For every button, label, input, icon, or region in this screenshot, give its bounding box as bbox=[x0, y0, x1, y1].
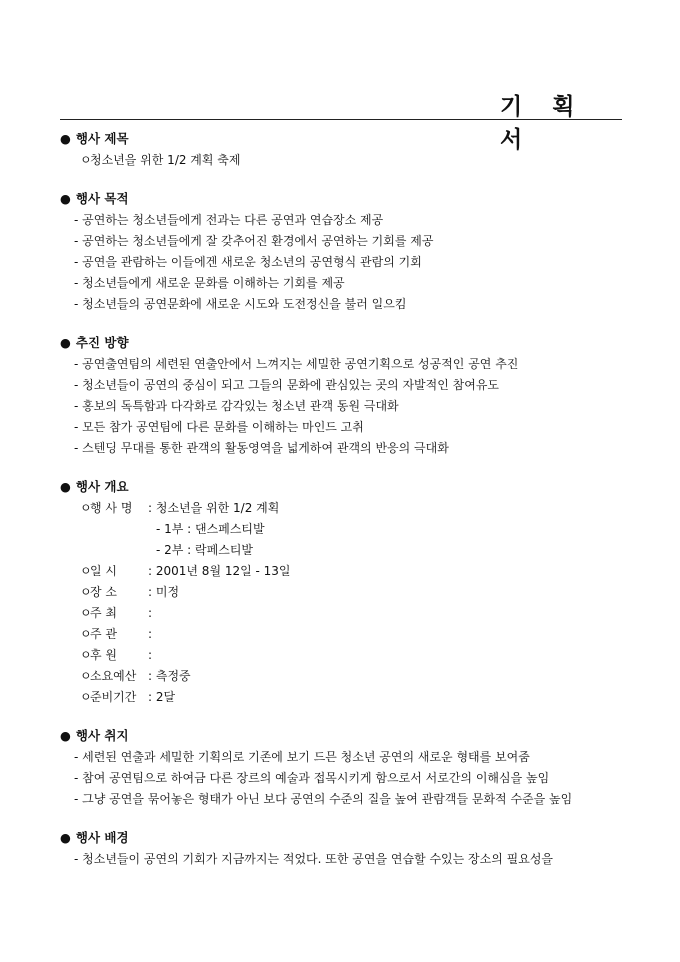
section-heading: ● 행사 개요 bbox=[60, 476, 622, 498]
bullet-icon: ● bbox=[60, 191, 71, 206]
title-divider bbox=[60, 119, 622, 120]
circle-bullet-icon: ㅇ bbox=[80, 690, 92, 704]
section-heading: ● 행사 취지 bbox=[60, 725, 622, 747]
list-item: - 공연출연팀의 세련된 연출안에서 느껴지는 세밀한 공연기획으로 성공적인 공연 추진 bbox=[74, 357, 519, 371]
list-item: ㅇ청소년을 위한 1/2 계획 축제 bbox=[60, 150, 622, 171]
bullet-icon: ● bbox=[60, 728, 71, 743]
list-item: - 스텐딩 무대를 통한 관객의 활동영역을 넓게하여 관객의 반응의 극대화 bbox=[74, 441, 449, 455]
overview-row: ㅇ주 관 : bbox=[60, 624, 622, 645]
overview-row: ㅇ장 소 : 미정 bbox=[60, 582, 622, 603]
section-heading: ● 추진 방향 bbox=[60, 332, 622, 354]
overview-row: ㅇ후 원 : bbox=[60, 645, 622, 666]
section-overview bbox=[60, 476, 622, 708]
circle-bullet-icon: ㅇ bbox=[80, 648, 92, 662]
circle-bullet-icon: ㅇ bbox=[80, 153, 92, 167]
circle-bullet-icon: ㅇ bbox=[80, 501, 92, 515]
list-item: - 공연을 관람하는 이들에겐 새로운 청소년의 공연형식 관람의 기회 bbox=[74, 255, 422, 269]
section-background bbox=[60, 827, 622, 870]
overview-row: ㅇ소요예산 : 측정중 bbox=[60, 666, 622, 687]
list-item: - 공연하는 청소년들에게 전과는 다른 공연과 연습장소 제공 bbox=[74, 213, 384, 227]
list-item: - 청소년들이 공연의 기회가 지금까지는 적었다. 또한 공연을 연습할 수있는 장소의 필요성을 bbox=[74, 852, 554, 866]
bullet-icon: ● bbox=[60, 479, 71, 494]
overview-row: ㅇ행 사 명 : 청소년을 위한 1/2 계획 bbox=[60, 498, 622, 519]
overview-row: ㅇ준비기간 : 2달 bbox=[60, 687, 622, 708]
list-item: - 모든 참가 공연팀에 다른 문화를 이해하는 마인드 고취 bbox=[74, 420, 364, 434]
list-item: - 청소년들에게 새로운 문화를 이해하는 기회를 제공 bbox=[74, 276, 345, 290]
list-item: - 청소년들이 공연의 중심이 되고 그들의 문화에 관심있는 곳의 자발적인 참여유도 bbox=[74, 378, 500, 392]
circle-bullet-icon: ㅇ bbox=[80, 585, 92, 599]
bullet-icon: ● bbox=[60, 830, 71, 845]
section-heading: ● 행사 배경 bbox=[60, 827, 622, 849]
circle-bullet-icon: ㅇ bbox=[80, 669, 92, 683]
section-event-purpose bbox=[60, 188, 622, 315]
overview-row: ㅇ주 최 : bbox=[60, 603, 622, 624]
bullet-icon: ● bbox=[60, 131, 71, 146]
bullet-icon: ● bbox=[60, 335, 71, 350]
list-item: - 그냥 공연을 묶어놓은 형태가 아닌 보다 공연의 수준의 질을 높여 관람객들 문화적 수준을 높임 bbox=[74, 792, 573, 806]
list-item: - 청소년들의 공연문화에 새로운 시도와 도전정신을 불러 일으킴 bbox=[74, 297, 407, 311]
section-direction bbox=[60, 332, 622, 459]
overview-row: ㅇ일 시 : 2001년 8월 12일 - 13일 bbox=[60, 561, 622, 582]
circle-bullet-icon: ㅇ bbox=[80, 606, 92, 620]
document-body bbox=[60, 128, 622, 870]
section-intent bbox=[60, 725, 622, 810]
list-item: - 참여 공연팀으로 하여금 다른 장르의 예술과 접목시키게 함으로서 서로간의 이해심을 높임 bbox=[74, 771, 550, 785]
list-item: - 홍보의 독특함과 다각화로 감각있는 청소년 관객 동원 극대화 bbox=[74, 399, 399, 413]
overview-subrow: - 1부 : 댄스페스티발 bbox=[156, 522, 265, 536]
circle-bullet-icon: ㅇ bbox=[80, 627, 92, 641]
section-heading: ● 행사 제목 bbox=[60, 128, 622, 150]
list-item: - 세련된 연출과 세밀한 기획의로 기존에 보기 드믄 청소년 공연의 새로운 형태를 보여줌 bbox=[74, 750, 530, 764]
overview-subrow: - 2부 : 락페스티발 bbox=[156, 543, 254, 557]
list-item: - 공연하는 청소년들에게 잘 갖추어진 환경에서 공연하는 기회를 제공 bbox=[74, 234, 434, 248]
document-title: 기 획 서 bbox=[500, 93, 586, 153]
section-heading: ● 행사 목적 bbox=[60, 188, 622, 210]
circle-bullet-icon: ㅇ bbox=[80, 564, 92, 578]
section-event-name bbox=[60, 128, 622, 171]
